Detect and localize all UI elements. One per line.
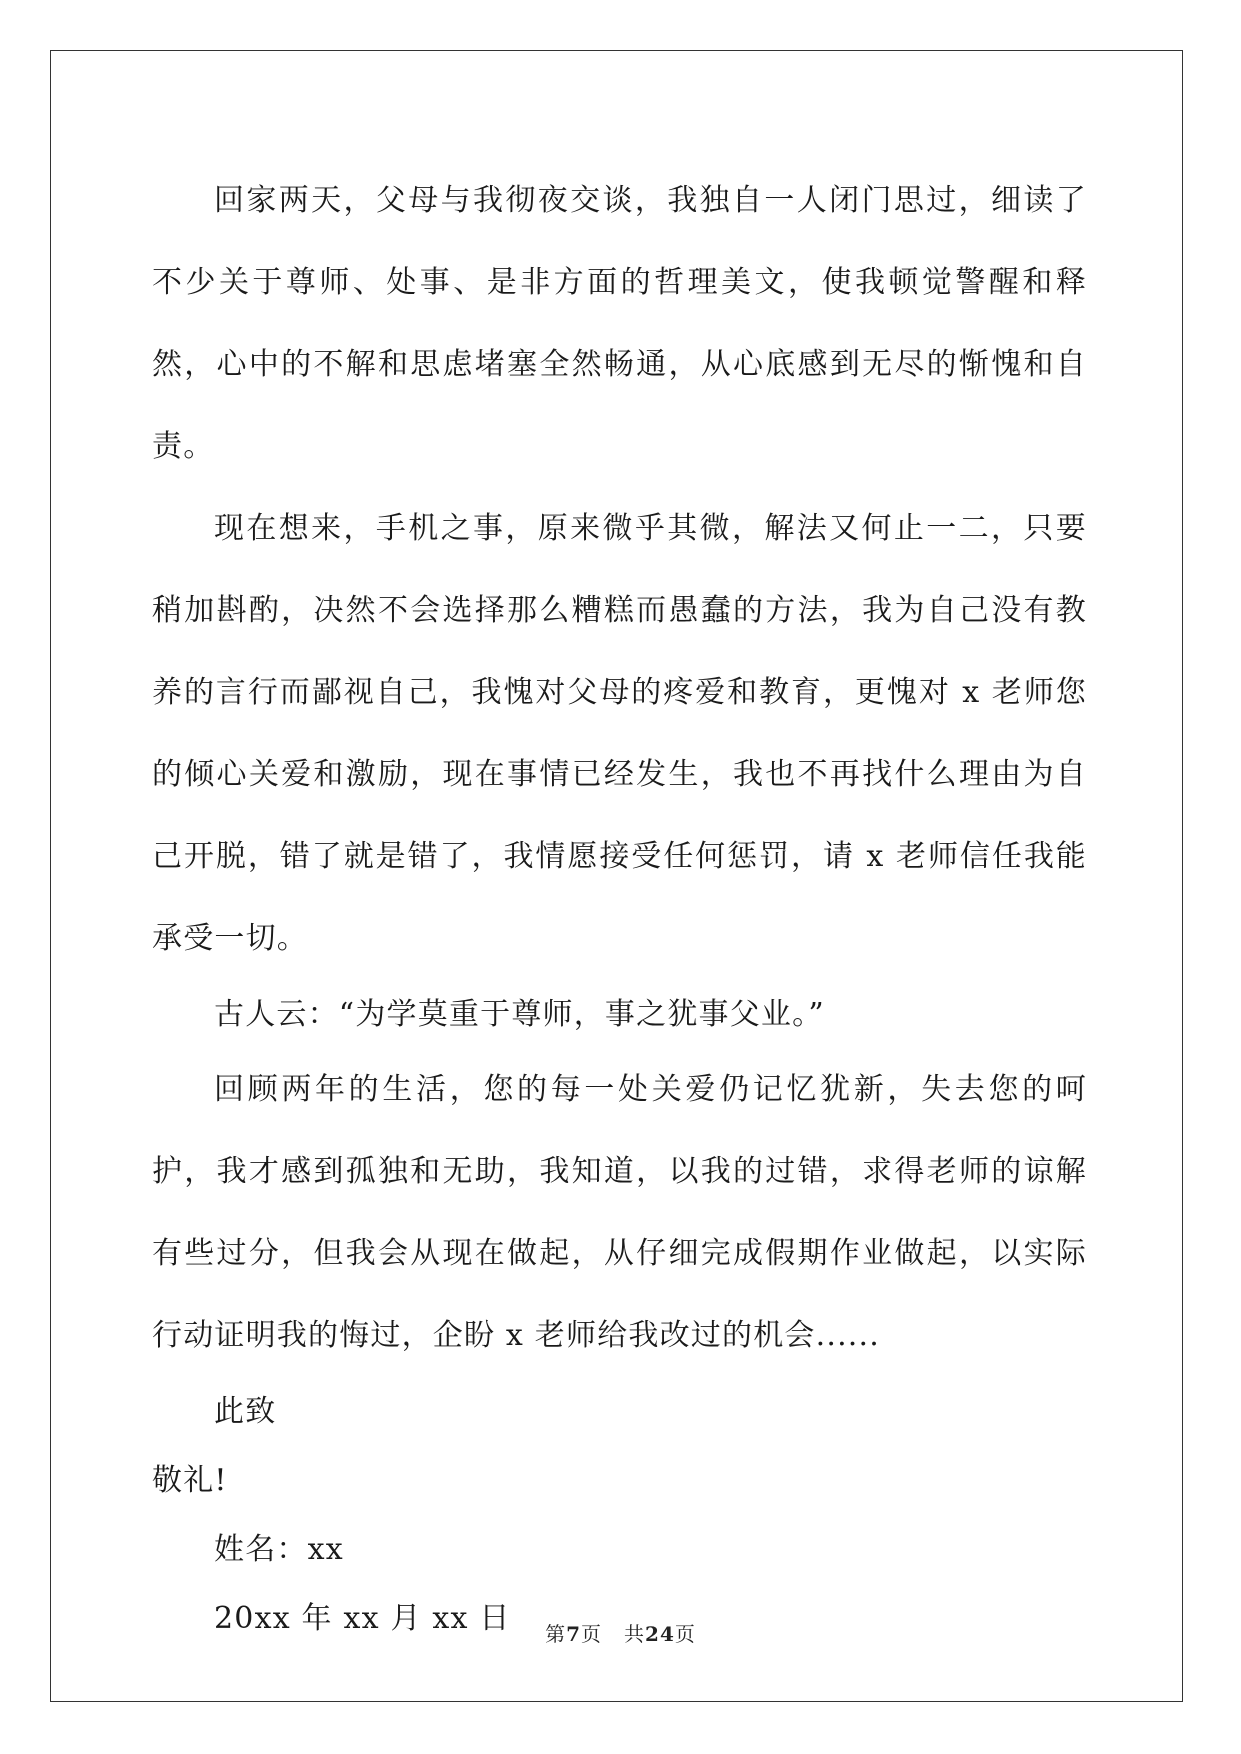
paragraph-quote: 古人云：“为学莫重于尊师，事之犹事父业。”: [214, 997, 825, 1032]
signature-date: 20xx 年 xx 月 xx 日: [214, 1601, 511, 1636]
paragraph-reflection: 回家两天，父母与我彻夜交谈，我独自一人闭门思过，细读了不少关于尊师、处事、是非方面的哲理美文，使我顿觉警醒和释然，心中的不解和思虑堵塞全然畅通，从心底感到无尽的惭愧和自责。: [152, 183, 1087, 464]
paragraph-apology: 现在想来，手机之事，原来微乎其微，解法又何止一二，只要稍加斟酌，决然不会选择那么糟糕而愚蠢的方法，我为自己没有教养的言行而鄙视自己，我愧对父母的疼爱和教育，更愧对 x 老师您的倾心关爱和激励，现在事情已经发生，我也不再找什么理由为自己开脱，错了就是错了，我情愿接受任何惩罚，请 x 老师信任我能承受一切。: [152, 511, 1087, 956]
total-prefix: 共: [624, 1622, 646, 1646]
signature-name: 姓名：xx: [214, 1532, 344, 1567]
current-page-number: 7: [566, 1622, 582, 1646]
total-page-number: 24: [645, 1622, 675, 1646]
page-suffix: 页: [581, 1622, 603, 1646]
salutation-line: 敬礼!: [152, 1463, 228, 1498]
letter-body: [152, 160, 1087, 1653]
page-footer: [0, 1618, 1241, 1647]
paragraph-resolution: 回顾两年的生活，您的每一处关爱仍记忆犹新，失去您的呵护，我才感到孤独和无助，我知道，以我的过错，求得老师的谅解有些过分，但我会从现在做起，从仔细完成假期作业做起，以实际行动证明我的悔过，企盼 x 老师给我改过的机会......: [152, 1072, 1087, 1353]
total-suffix: 页: [674, 1622, 696, 1646]
closing-line: 此致: [214, 1394, 277, 1429]
page-prefix: 第: [545, 1622, 567, 1646]
